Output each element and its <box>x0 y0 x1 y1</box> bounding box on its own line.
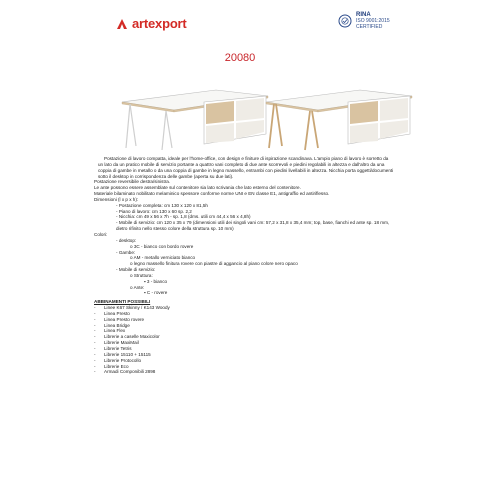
color-option: o AM - metallo verniciato bianco <box>130 255 196 261</box>
list-bullet: - <box>94 328 96 334</box>
colors-title: Colori: <box>94 231 108 237</box>
abbinamenti-list <box>94 305 394 375</box>
product-code: 20080 <box>224 52 256 64</box>
cert-line-1: ISO 9001:2015 <box>356 18 390 24</box>
abbinamenti-item-label: Librerie Tetris <box>104 346 132 351</box>
logo-mark-icon <box>116 18 128 30</box>
color-option: ▪ C - rovere <box>144 290 168 296</box>
list-bullet: - <box>94 340 96 346</box>
abbinamenti-item-label: Armadi Componibili 2898 <box>104 369 156 375</box>
abbinamenti-title: ABBINAMENTI POSSIBILI <box>94 299 151 305</box>
dimensions-title: Dimensioni (l x p x h): <box>94 196 139 202</box>
abbinamenti-item-label: Linea Presto rovere <box>104 316 145 322</box>
abbinamenti-item-label: Linea Presto <box>104 310 130 316</box>
list-bullet: - <box>94 316 96 322</box>
abbinamenti-item-label: Librerie Eco <box>104 363 129 369</box>
list-bullet: - <box>94 351 96 357</box>
color-group-desktop: - desktop: <box>116 237 137 243</box>
description-paragraph-1: Postazione di lavoro compatta, ideale per l'home-office, con design e finiture di ispirazione scandinava. L'ampio piano di lavoro è sorretto da un lato da un pratico mobile di servizio portante a quattro vani completo di due ante scorrevoli e piedini regolabili in altezza e dall'altro da una coppia di gambe in metallo o da una coppia di gambe in legno massello, entrambi con piedini livellabili in altezza. Nicchia porta oggetti/documenti sotto il desktop in corrispondenza delle gambe (aperta su due lati). <box>98 156 394 179</box>
list-bullet: - <box>94 363 96 369</box>
color-group-mobile: - Mobile di servizio: <box>116 267 156 273</box>
list-bullet: - <box>94 357 96 363</box>
color-group-gambe: - Gambe: <box>116 249 136 255</box>
dimension-item: - Nicchia: cm 49 x 56 x 7h - sp. 1,8 (dms. utili cm 44,4 x 56 x 4,8h) <box>116 214 251 220</box>
brand-name: artexport <box>132 16 187 31</box>
dimension-item: - Piano di lavoro: cm 130 x 60 sp. 2,2 <box>116 208 192 214</box>
desk-illustration-wood-legs <box>264 80 414 152</box>
cert-line-2: CERTIFIED <box>356 24 383 30</box>
desk-illustration-metal-legs <box>120 80 270 152</box>
rina-seal-icon <box>338 14 352 28</box>
dimension-item: - Mobile di servizio: cm 120 x 35 x 79 (dimensioni utili dei singoli vani cm: 57,2 x 31,8 x 35,4 mm; top, base, fianchi ed ante sp. 18 mm, dietro rifinito nello stesso colore della struttura sp. 10 mm) <box>116 220 390 232</box>
list-bullet: - <box>94 369 96 375</box>
abbinamenti-item-label: Linea Flex <box>104 328 126 334</box>
list-bullet: - <box>94 310 96 316</box>
certification-badge <box>338 12 390 30</box>
dimension-item: - Postazione completa: cm 130 x 120 x 81,5h <box>116 202 208 208</box>
brand-logo <box>116 16 187 31</box>
color-subgroup-ante: o Ante: <box>130 284 145 290</box>
list-bullet: - <box>94 334 96 340</box>
abbinamenti-item-label: Linea Bridge <box>104 322 130 328</box>
product-description <box>94 156 394 375</box>
cert-name: RINA <box>356 12 371 18</box>
color-option: o legno massello finitura rovere con piastre di aggancio al piano colore nero opaco <box>130 261 298 267</box>
list-bullet: - <box>94 346 96 351</box>
abbinamenti-item <box>94 369 394 375</box>
abbinamenti-item-label: Librerie MaxiMail <box>104 340 139 346</box>
color-option: o 3C - bianco con bordo rovere <box>130 243 194 249</box>
description-paragraph-3: Le ante possono essere assemblate sul contenitore sia lato scrivania che lato esterno del contenitore. <box>94 185 301 191</box>
description-paragraph-4: Materiale bilaminato nobilitato melaminico spessore conforme norme UNI e EN classe E1, antigraffio ed antiriflesso. <box>94 191 330 197</box>
abbinamenti-item-label: Linee K67 Skinny / K143 Woody <box>104 305 170 311</box>
abbinamenti-item-label: Librerie a caselle Maxicolor <box>104 334 160 340</box>
list-bullet: - <box>94 305 96 311</box>
color-subgroup-struttura: o Struttura: <box>130 272 153 278</box>
description-paragraph-2: Postazione reversibile destra/sinistra. <box>94 179 171 185</box>
abbinamenti-item-label: Librerie Protocollo <box>104 357 142 363</box>
list-bullet: - <box>94 322 96 328</box>
color-option: ▪ 3 - bianco <box>144 278 168 284</box>
abbinamenti-item-label: Librerie 15110 + 15115 <box>104 351 151 357</box>
